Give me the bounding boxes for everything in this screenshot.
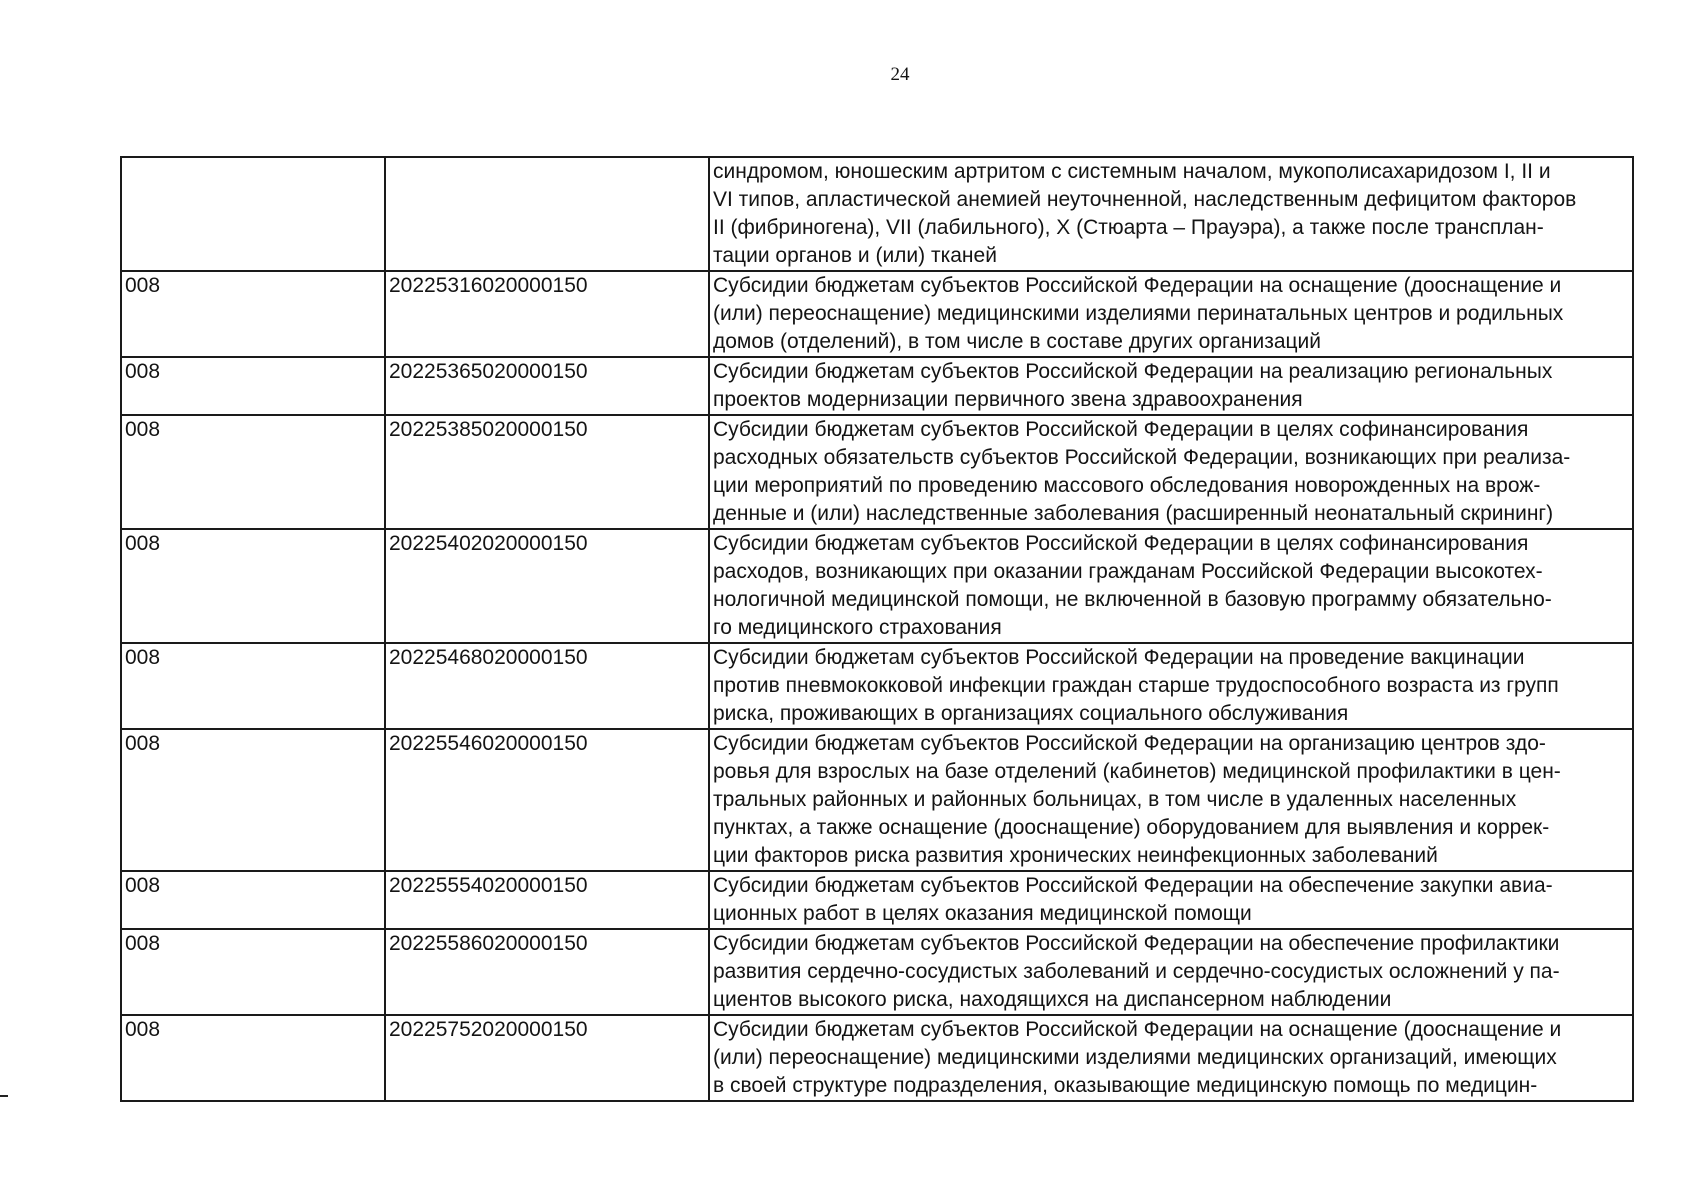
table-row [121,415,1633,529]
admin-code-cell: 008 [121,357,385,415]
description-line: проектов модернизации первичного звена здравоохранения [713,388,1303,411]
admin-code-cell: 008 [121,415,385,529]
description-line: синдромом, юношеским артритом с системным началом, мукополисахаридозом I, II и [713,160,1551,183]
description-line: Субсидии бюджетам субъектов Российской Федерации на обеспечение профилактики [713,932,1560,955]
table-row [121,929,1633,1015]
description-line: тральных районных и районных больницах, в том числе в удаленных населенных [713,788,1517,811]
description-line: ровья для взрослых на базе отделений (кабинетов) медицинской профилактики в цен- [713,760,1561,783]
table-row [121,729,1633,871]
table-row [121,271,1633,357]
description-line: ционных работ в целях оказания медицинской помощи [713,902,1252,925]
description-line: Субсидии бюджетам субъектов Российской Федерации на реализацию региональных [713,360,1553,383]
description-cell [709,157,1633,271]
admin-code-cell: 008 [121,929,385,1015]
kbk-code-cell: 20225554020000150 [385,871,709,929]
description-line: расходов, возникающих при оказании гражданам Российской Федерации высокотех- [713,560,1543,583]
admin-code-cell [121,157,385,271]
kbk-code-cell: 20225316020000150 [385,271,709,357]
description-cell [709,929,1633,1015]
description-line: (или) переоснащение) медицинскими изделиями медицинских организаций, имеющих [713,1046,1557,1069]
description-cell [709,529,1633,643]
kbk-code-cell: 20225546020000150 [385,729,709,871]
description-line: против пневмококковой инфекции граждан старше трудоспособного возраста из групп [713,674,1559,697]
kbk-code-cell: 20225365020000150 [385,357,709,415]
table-row [121,529,1633,643]
margin-mark [0,1095,8,1097]
kbk-code-cell: 20225586020000150 [385,929,709,1015]
description-cell [709,357,1633,415]
description-line: риска, проживающих в организациях социального обслуживания [713,702,1349,725]
description-line: ции мероприятий по проведению массового обследования новорожденных на врож- [713,474,1541,497]
description-line: циентов высокого риска, находящихся на диспансерном наблюдении [713,988,1392,1011]
description-line: II (фибриногена), VII (лабильного), X (Стюарта – Прауэра), а также после трансплан- [713,216,1544,239]
description-line: в своей структуре подразделения, оказывающие медицинскую помощь по медицин- [713,1074,1538,1097]
admin-code-cell: 008 [121,529,385,643]
table-row [121,643,1633,729]
admin-code-cell: 008 [121,271,385,357]
budget-classification-table [120,156,1634,1102]
description-line: Субсидии бюджетам субъектов Российской Федерации на оснащение (дооснащение и [713,1018,1562,1041]
admin-code-cell: 008 [121,729,385,871]
table-row [121,157,1633,271]
description-line: го медицинского страхования [713,616,1002,639]
description-line: расходных обязательств субъектов Российской Федерации, возникающих при реализа- [713,446,1571,469]
description-line: денные и (или) наследственные заболевания (расширенный неонатальный скрининг) [713,502,1554,525]
description-line: VI типов, апластической анемией неуточненной, наследственным дефицитом факторов [713,188,1577,211]
table-row [121,871,1633,929]
kbk-code-cell [385,157,709,271]
description-line: Субсидии бюджетам субъектов Российской Федерации на оснащение (дооснащение и [713,274,1562,297]
description-line: Субсидии бюджетам субъектов Российской Федерации в целях софинансирования [713,418,1529,441]
description-line: ции факторов риска развития хронических неинфекционных заболеваний [713,844,1438,867]
description-cell [709,729,1633,871]
description-line: Субсидии бюджетам субъектов Российской Федерации в целях софинансирования [713,532,1529,555]
description-line: тации органов и (или) тканей [713,244,997,267]
kbk-code-cell: 20225468020000150 [385,643,709,729]
description-line: развития сердечно-сосудистых заболеваний и сердечно-сосудистых осложнений у па- [713,960,1560,983]
admin-code-cell: 008 [121,871,385,929]
description-cell [709,1015,1633,1101]
description-line: домов (отделений), в том числе в составе других организаций [713,330,1322,353]
description-cell [709,871,1633,929]
description-line: Субсидии бюджетам субъектов Российской Федерации на обеспечение закупки авиа- [713,874,1553,897]
description-cell [709,415,1633,529]
kbk-code-cell: 20225402020000150 [385,529,709,643]
description-cell [709,271,1633,357]
kbk-code-cell: 20225385020000150 [385,415,709,529]
description-line: Субсидии бюджетам субъектов Российской Федерации на организацию центров здо- [713,732,1546,755]
description-line: Субсидии бюджетам субъектов Российской Федерации на проведение вакцинации [713,646,1525,669]
admin-code-cell: 008 [121,1015,385,1101]
table-body [121,157,1633,1101]
table-row [121,1015,1633,1101]
page-number: 24 [890,64,910,85]
description-line: пунктах, а также оснащение (дооснащение) оборудованием для выявления и коррек- [713,816,1550,839]
description-line: (или) переоснащение) медицинскими изделиями перинатальных центров и родильных [713,302,1564,325]
description-cell [709,643,1633,729]
kbk-code-cell: 20225752020000150 [385,1015,709,1101]
admin-code-cell: 008 [121,643,385,729]
table-row [121,357,1633,415]
description-line: нологичной медицинской помощи, не включенной в базовую программу обязательно- [713,588,1552,611]
